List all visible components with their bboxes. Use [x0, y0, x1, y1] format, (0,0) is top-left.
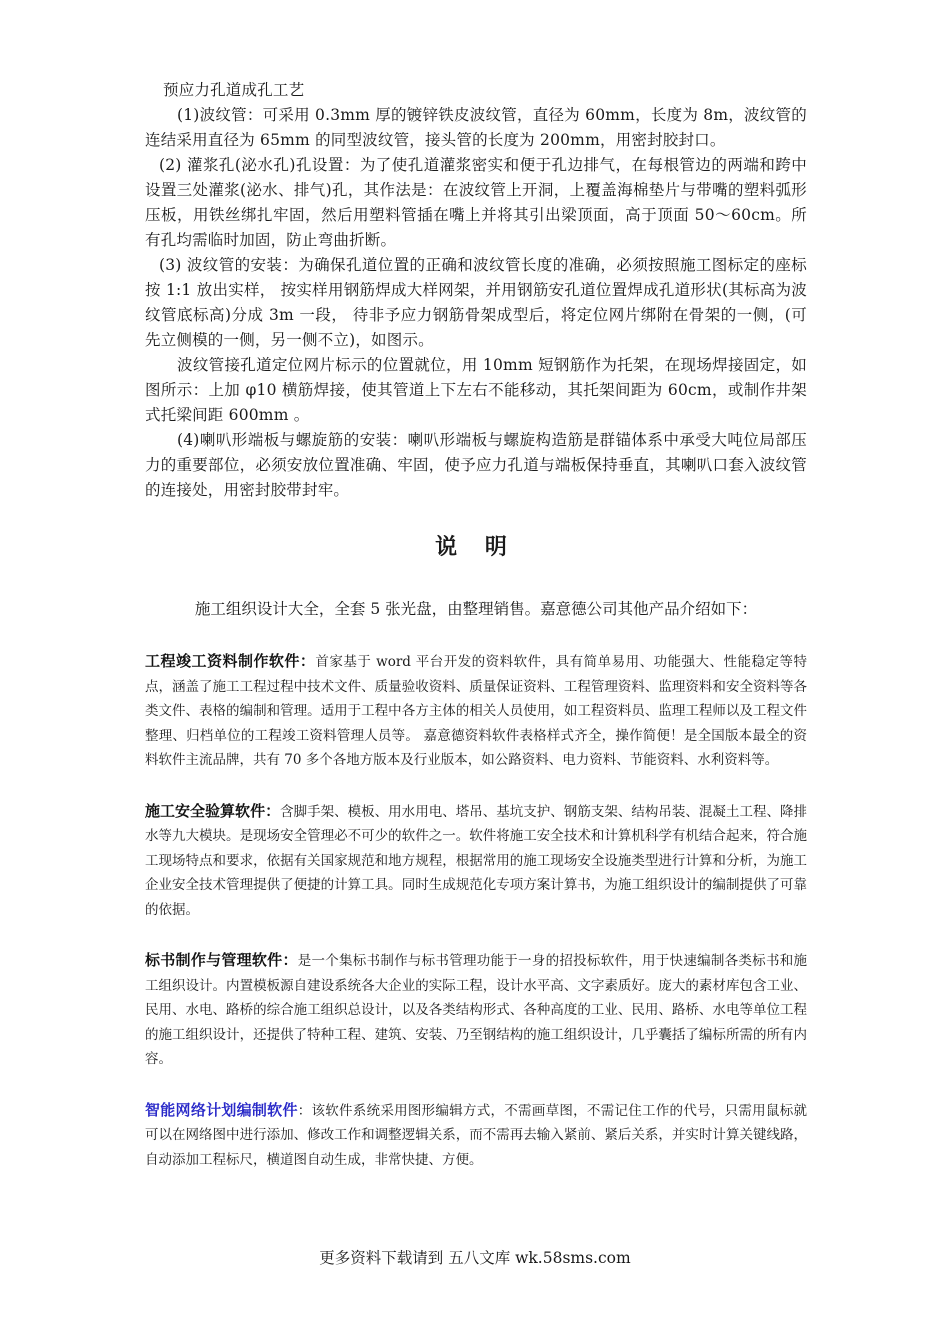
product-description: 首家基于 word 平台开发的资料软件，具有简单易用、功能强大、性能稳定等特点，涵盖了施工工程过程中技术文件、质量验收资料、质量保证资料、工程管理资料、监理资料和安全资料等各类文件、表格的编制和管理。适用于工程中各方主体的相关人员使用，如工程资料员、监理工程师以及工程文件整理、归档单位的工程竣工资料管理人员等。 嘉意德资料软件表格样式齐全，操作简便！是全国版本最全的资料软件主流品牌，共有 70 多个各地方版本及行业版本，如公路资料、电力资料、节能资料、水利资料等。 — [145, 654, 807, 768]
paragraph-pipe-installation: (3) 波纹管的安装：为确保孔道位置的正确和波纹管长度的准确，必须按照施工图标定的座标按 1:1 放出实样， 按实样用钢筋焊成大样网架，并用钢筋安孔道位置焊成孔道形状(其标高为波纹管底标高)分成 3m 一段， 待非予应力钢筋骨架成型后，将定位网片绑附在骨架的一侧，(可先立侧模的一侧，另一侧不立)，如图示。 — [145, 256, 807, 349]
product-network-plan — [145, 1098, 807, 1173]
document-page — [145, 78, 807, 1172]
product-description: 含脚手架、模板、用水用电、塔吊、基坑支护、钢筋支架、结构吊装、混凝土工程、降排水等九大模块。是现场安全管理必不可少的软件之一。软件将施工安全技术和计算机科学有机结合起来，符合施工现场特点和要求，依据有关国家规范和地方规程，根据常用的施工现场安全设施类型进行计算和分析，为施工企业安全技术管理提供了便捷的计算工具。同时生成规范化专项方案计算书，为施工组织设计的编制提供了可靠的依据。 — [145, 803, 807, 918]
product-name-link[interactable]: 智能网络计划编制软件 — [145, 1100, 298, 1119]
product-description: ：该软件系统采用图形编辑方式，不需画草图，不需记住工作的代号，只需用鼠标就可以在网络图中进行添加、修改工作和调整逻辑关系，而不需再去输入紧前、紧后关系，并实时计算关键线路，自动添加工程标尺，横道图自动生成，非常快捷、方便。 — [145, 1102, 807, 1168]
product-name: 施工安全验算软件： — [145, 801, 281, 820]
product-name: 标书制作与管理软件： — [145, 951, 298, 969]
product-description: 是一个集标书制作与标书管理功能于一身的招投标软件，用于快速编制各类标书和施工组织设计。内置模板源自建设系统各大企业的实际工程，设计水平高、文字素质好。庞大的素材库包含工业、民用、水电、路桥的综合施工组织总设计，以及各类结构形式、各种高度的工业、民用、路桥、水电等单位工程的施工组织设计，还提供了特种工程、建筑、安装、乃至钢结构的施工组织设计，几乎囊括了编标所需的所有内容。 — [145, 953, 807, 1067]
section-title: 预应力孔道成孔工艺 — [163, 81, 305, 99]
paragraph-grout-hole: (2) 灌浆孔(泌水孔)孔设置：为了使孔道灌浆密实和便于孔边排气，在每根管边的两端和跨中设置三处灌浆(泌水、排气)孔，其作法是：在波纹管上开洞，上覆盖海棉垫片与带嘴的塑料弧形压板，用铁丝绑扎牢固，然后用塑料管插在嘴上并将其引出梁顶面，高于顶面 50～60cm。所有孔均需临时加固，防止弯曲折断。 — [145, 156, 807, 249]
product-name: 工程竣工资料制作软件： — [145, 652, 316, 670]
product-completion-docs — [145, 649, 807, 773]
paragraph-trumpet-plate: (4)喇叭形端板与螺旋筋的安装：喇叭形端板与螺旋构造筋是群锚体系中承受大吨位局部压力的重要部位，必须安放位置准确、牢固，使予应力孔道与端板保持垂直，其喇叭口套入波纹管的连接处，用密封胶带封牢。 — [145, 431, 807, 499]
product-safety-calc — [145, 799, 807, 923]
intro-text: 施工组织设计大全，全套 5 张光盘，由整理销售。嘉意德公司其他产品介绍如下： — [194, 600, 758, 618]
construction-process-section — [145, 78, 807, 503]
paragraph-positioning: 波纹管接孔道定位网片标示的位置就位，用 10mm 短钢筋作为托架，在现场焊接固定，如图所示：上加 φ10 横筋焊接，使其管道上下左右不能移动，其托架间距为 60cm，或制作井架式托梁间距 600mm 。 — [145, 356, 807, 424]
explanation-heading: 说 明 — [435, 534, 517, 560]
paragraph-corrugated-pipe: (1)波纹管：可采用 0.3mm 厚的镀锌铁皮波纹管，直径为 60mm，长度为 8m，波纹管的连结采用直径为 65mm 的同型波纹管，接头管的长度为 200mm，用密封胶封口。 — [145, 106, 807, 149]
product-bid-docs — [145, 948, 807, 1072]
footer-download-link[interactable]: 更多资料下载请到 五八文库 wk.58sms.com — [319, 1249, 631, 1267]
